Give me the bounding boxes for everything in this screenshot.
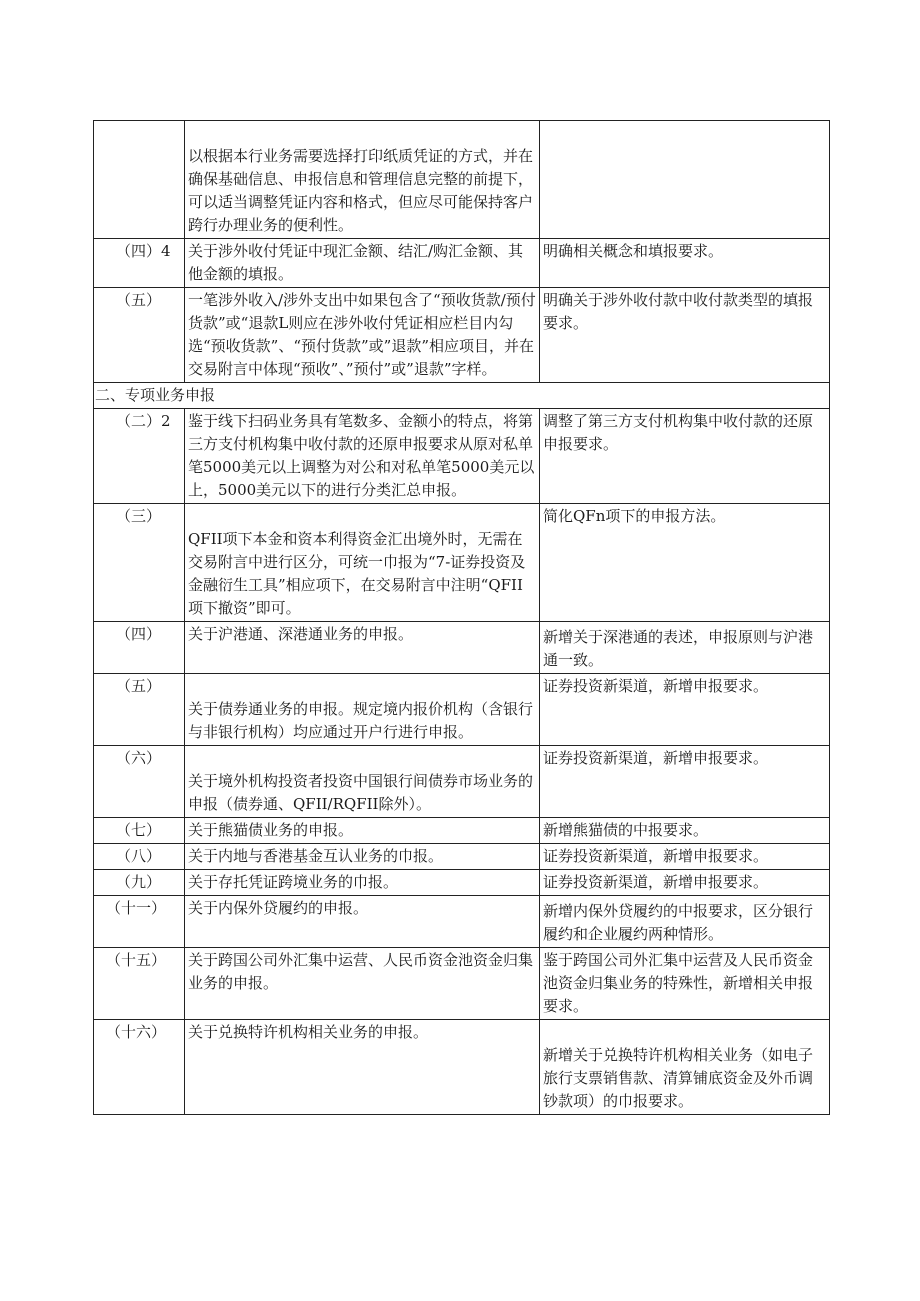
row-index: （三） xyxy=(94,504,185,622)
row-description: 关于熊猫债业务的申报。 xyxy=(185,818,540,844)
row-description: 关于兑换特许机构相关业务的申报。 xyxy=(185,1020,540,1115)
row-note xyxy=(540,121,830,239)
table-row xyxy=(94,409,830,504)
row-note: 证券投资新渠道，新增申报要求。 xyxy=(540,674,830,746)
row-index: （六） xyxy=(94,746,185,818)
row-description xyxy=(185,121,540,239)
row-note xyxy=(540,1020,830,1115)
row-description: 关于跨国公司外汇集中运营、人民币资金池资金归集业务的申报。 xyxy=(185,948,540,1020)
row-description: 关于内保外贷履约的申报。 xyxy=(185,896,540,948)
row-index: （四） xyxy=(94,622,185,674)
row-description: 一笔涉外收入/涉外支出中如果包含了“预收货款/预付货款”或“退款L则应在涉外收付凭证相应栏目内勾选“预收货款”、“预付货款”或”退款”相应项目，并在交易附言中体现“预收”、”预付”或”退款”字样。 xyxy=(185,288,540,383)
table-row xyxy=(94,896,830,948)
note-text: 新增关于兑换特许机构相关业务（如电子旅行支票销售款、清算铺底资金及外币调钞款项）的巾报要求。 xyxy=(543,1046,814,1110)
row-index: （八） xyxy=(94,844,185,870)
row-index: （十五） xyxy=(94,948,185,1020)
row-note: 新增内保外贷履约的中报要求，区分银行履约和企业履约两种情形。 xyxy=(540,896,830,948)
row-description: 关于沪港通、深港通业务的申报。 xyxy=(185,622,540,674)
row-description: 鉴于线下扫码业务具有笔数多、金额小的特点，将第三方支付机构集中收付款的还原申报要求从原对私单笔5000美元以上调整为对公和对私单笔5000美元以上，5000美元以下的进行分类汇总申报。 xyxy=(185,409,540,504)
description-text: 关于债券通业务的申报。规定境内报价机构（含银行与非银行机构）均应通过开户行进行申报。 xyxy=(188,700,534,741)
row-index: （二）2 xyxy=(94,409,185,504)
section-row xyxy=(94,383,830,409)
table-row xyxy=(94,948,830,1020)
table-row xyxy=(94,844,830,870)
row-note: 证券投资新渠道，新增申报要求。 xyxy=(540,746,830,818)
row-note: 明确关于涉外收付款中收付款类型的填报要求。 xyxy=(540,288,830,383)
table-row xyxy=(94,121,830,239)
row-index: （十六） xyxy=(94,1020,185,1115)
row-note: 调整了第三方支付机构集中收付款的还原申报要求。 xyxy=(540,409,830,504)
row-index: （五） xyxy=(94,674,185,746)
row-description xyxy=(185,674,540,746)
row-note: 鉴于跨国公司外汇集中运营及人民币资金池资金归集业务的特殊性，新增相关申报要求。 xyxy=(540,948,830,1020)
row-description: 关于存托凭证跨境业务的巾报。 xyxy=(185,870,540,896)
description-text: 关于境外机构投资者投资中国银行间债券市场业务的申报（债券通、QFII/RQFII除外）。 xyxy=(188,772,534,813)
table-row xyxy=(94,288,830,383)
row-description xyxy=(185,746,540,818)
row-description: 关于内地与香港基金互认业务的巾报。 xyxy=(185,844,540,870)
table-row xyxy=(94,1020,830,1115)
row-description xyxy=(185,504,540,622)
row-index: （四）4 xyxy=(94,239,185,288)
description-text: 以根据本行业务需要选择打印纸质凭证的方式，并在确保基础信息、申报信息和管理信息完整的前提下，可以适当调整凭证内容和格式，但应尽可能保持客户跨行办理业务的便利性。 xyxy=(188,147,534,234)
row-note: 证券投资新渠道，新增申报要求。 xyxy=(540,844,830,870)
row-note: 简化QFn项下的申报方法。 xyxy=(540,504,830,622)
table-row xyxy=(94,674,830,746)
row-note: 新增熊猫债的中报要求。 xyxy=(540,818,830,844)
row-note: 证券投资新渠道，新增申报要求。 xyxy=(540,870,830,896)
row-index: （七） xyxy=(94,818,185,844)
table-row xyxy=(94,746,830,818)
row-index: （十一） xyxy=(94,896,185,948)
row-index: （五） xyxy=(94,288,185,383)
row-note: 新增关于深港通的表述，申报原则与沪港通一致。 xyxy=(540,622,830,674)
table-row xyxy=(94,870,830,896)
row-index: （九） xyxy=(94,870,185,896)
table-row xyxy=(94,818,830,844)
row-note: 明确相关概念和填报要求。 xyxy=(540,239,830,288)
table-row xyxy=(94,622,830,674)
row-description: 关于涉外收付凭证中现汇金额、结汇/购汇金额、其他金额的填报。 xyxy=(185,239,540,288)
regulation-table xyxy=(93,120,830,1115)
table-row xyxy=(94,504,830,622)
section-heading: 二、专项业务申报 xyxy=(94,383,830,409)
table-row xyxy=(94,239,830,288)
row-index xyxy=(94,121,185,239)
description-text: QFII项下本金和资本利得资金汇出境外时，无需在交易附言中进行区分，可统一巾报为“7-证券投资及金融衍生工具”相应项下，在交易附言中注明“QFII项下撤资”即可。 xyxy=(188,530,526,617)
